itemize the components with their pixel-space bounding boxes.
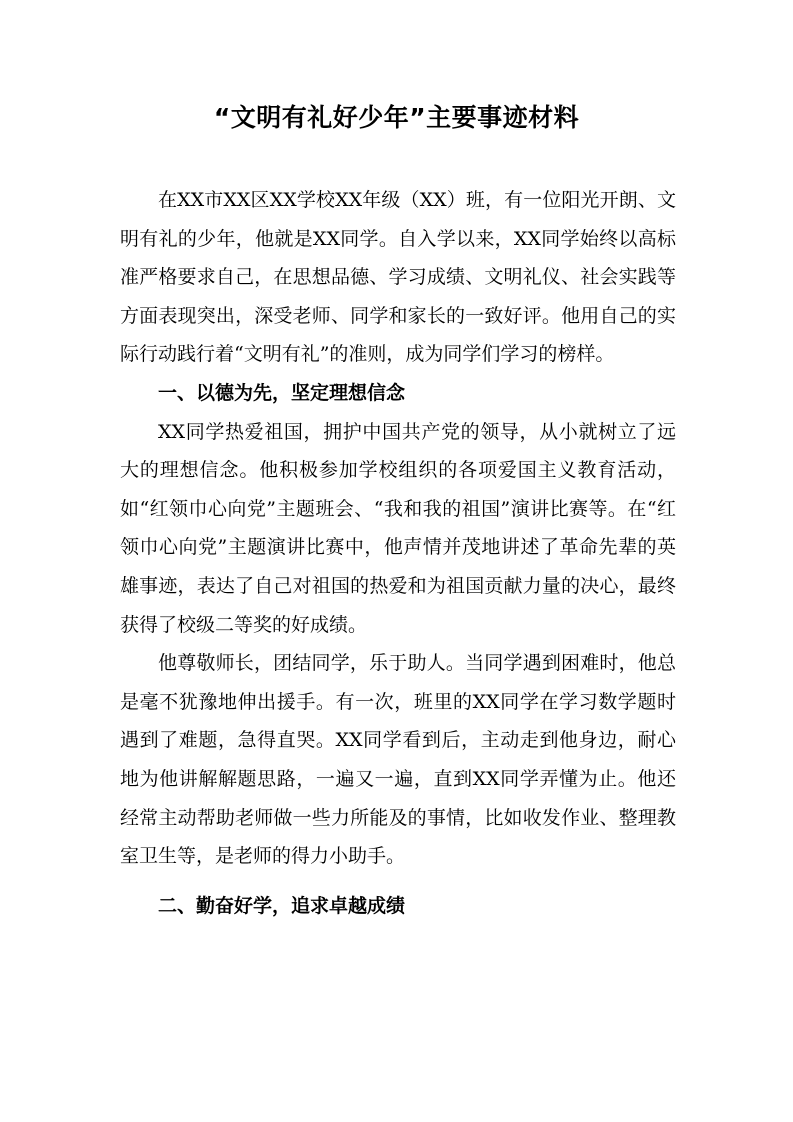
section-1-paragraph-2: 他尊敬师长，团结同学，乐于助人。当同学遇到困难时，他总是毫不犹豫地伸出援手。有一次，班里的XX同学在学习数学题时遇到了难题，急得直哭。XX同学看到后，主动走到他身边，耐心地为他讲解解题思路，一遍又一遍，直到XX同学弄懂为止。他还经常主动帮助老师做一些力所能及的事情，比如收发作业、整理教室卫生等，是老师的得力小助手。 xyxy=(120,652,676,868)
document-title: “文明有礼好少年”主要事迹材料 xyxy=(213,103,580,132)
section-1-paragraph-1: XX同学热爱祖国，拥护中国共产党的领导，从小就树立了远大的理想信念。他积极参加学校组织的各项爱国主义教育活动，如“红领巾心向党”主题班会、“我和我的祖国”演讲比赛等。在“红领巾心向党”主题演讲比赛中，他声情并茂地讲述了革命先辈的英雄事迹，表达了自己对祖国的热爱和为祖国贡献力量的决心，最终获得了校级二等奖的好成绩。 xyxy=(120,420,676,636)
section-heading-2: 二、勤奋好学，追求卓越成绩 xyxy=(158,894,406,917)
document-body xyxy=(120,181,676,925)
intro-paragraph: 在XX市XX区XX学校XX年级（XX）班，有一位阳光开朗、文明有礼的少年，他就是XX同学。自入学以来，XX同学始终以高标准严格要求自己，在思想品德、学习成绩、文明礼仪、社会实践等方面表现突出，深受老师、同学和家长的一致好评。他用自己的实际行动践行着“文明有礼”的准则，成为同学们学习的榜样。 xyxy=(120,189,676,366)
section-heading-1: 一、以德为先，坚定理想信念 xyxy=(158,381,406,404)
